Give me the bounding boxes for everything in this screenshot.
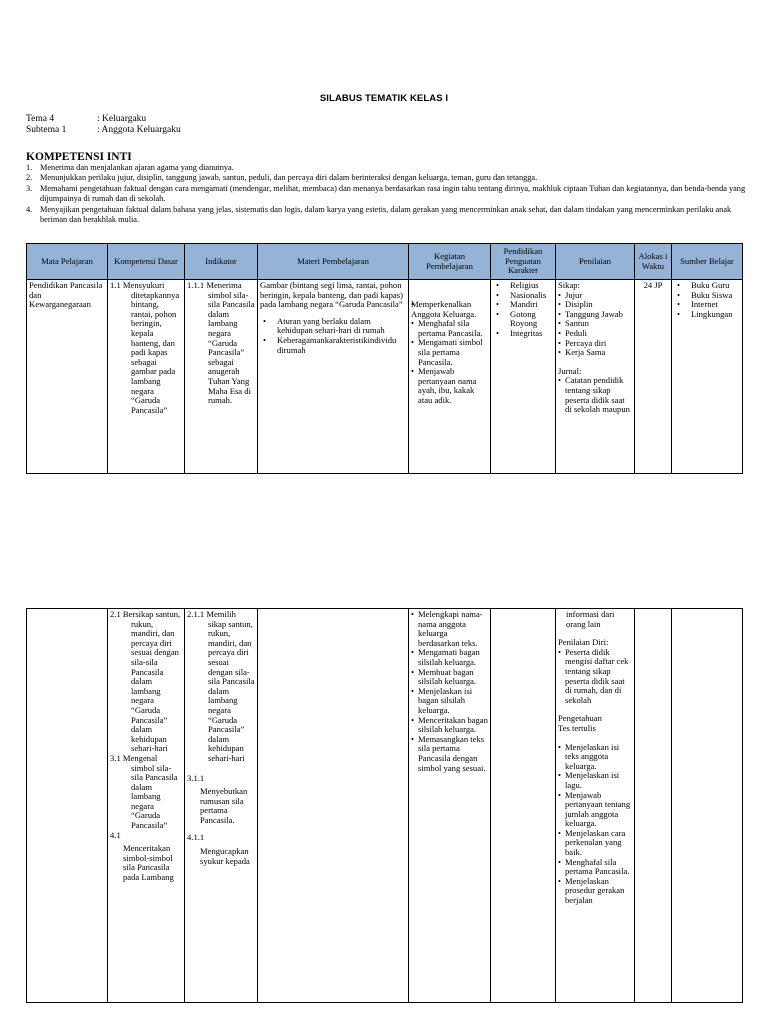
- list-item: • Religius: [493, 281, 553, 291]
- meta-subtema-label: Subtema 1: [26, 125, 67, 135]
- list-item: • Aturan yang berlaku dalam kehidupan sehari-hari di rumah: [260, 317, 406, 336]
- cell-sumber-belajar: [672, 280, 743, 474]
- list-item: • Internet: [674, 300, 740, 310]
- header-alokasi-waktu: Alokas i Waktu: [635, 244, 672, 280]
- cell-mata-pelajaran: Pendidikan Pancasila dan Kewarganegaraan: [27, 280, 108, 474]
- list-item: • Disiplin: [558, 300, 632, 310]
- cell-indikator-cont: 2.1.1 Memilih sikap santun, rukun, mandiri, dan percaya diri sesuai dengan sila-sila Pancasila dalam lambang negara “Garuda Pancasila” dalam kehidupan sehari-hari 3.1.1 Menyebutkan rumusan sila pertama Pancasila. 4.1.1 Mengucapkan syukur kepada: [185, 609, 258, 1003]
- kompetensi-inti-heading: KOMPETENSI INTI: [26, 151, 132, 163]
- list-item: • Menjelaskan isi lagu.: [558, 771, 632, 790]
- list-item: • Menjawab pertanyaan tentang jumlah anggota keluarga.: [558, 791, 632, 829]
- cell-karakter: [491, 280, 556, 474]
- cell-kompetensi-dasar-cont: 2.1 Bersikap santun, rukun, mandiri, dan percaya diri sesuai dengan sila-sila Pancasila dalam lambang negara “Garuda Pancasila” dalam kehidupan sehari-hari 3.1 Mengenal simbol sila-sila Pancasila dalam lambang negara “Garuda Pancasila” 4.1 Menceritakan simbol-simbol sila Pancasila pada Lambang: [108, 609, 185, 1003]
- header-kompetensi-dasar: Kompetensi Dasar: [108, 244, 185, 280]
- list-item: • Integritas: [493, 329, 553, 339]
- cell-kompetensi-dasar: 1.1 Mensyukuri ditetapkannya bintang, rantai, pohon beringin, kepala banteng, dan padi kapas sebagai gambar pada lambang negara “Garuda Pancasila”: [108, 280, 185, 474]
- list-item: • Buku Guru: [674, 281, 740, 291]
- ki-item: 4. Menyajikan pengetahuan faktual dalam bahasa yang jelas, sistematis dan logis, dalam karya yang estetis, dalam gerakan yang mencerminkan anak sehat, dan dalam tindakan yang mencerminkan perilaku anak beriman dan berakhlak mulia.: [26, 204, 732, 225]
- list-item: • Menghafal sila pertama Pancasila.: [411, 319, 488, 338]
- silabus-table-part-1: [26, 243, 743, 474]
- list-item: • Menjawab pertanyaan nama ayah, ibu, kakak atau adik.: [411, 367, 488, 405]
- list-item: • Menjelaskan isi bagan silsilah keluarga.: [411, 687, 488, 716]
- header-penilaian: Penilaian: [556, 244, 635, 280]
- list-item: • Keberagamankarakteristikindividu dirumah: [260, 336, 406, 355]
- kompetensi-inti-list: [26, 163, 746, 225]
- list-item: Memperkenalkan Anggota Keluarga.: [411, 299, 477, 319]
- cell-penilaian-cont: informasi dari orang lain Penilaian Diri: • Peserta didik mengisi daftar cek tentang sikap peserta didik saat di rumah, dan di sekolah Pengetahuan Tes tertulis • Menjelaskan isi teks anggota keluarga. • Menjelaskan isi lagu. • Menjawab pertanyaan tentang jumlah anggota keluarga. • Menjelaskan cara perkenalan yang baik. • Menghafal sila pertama Pancasila. • Menjelaskan prosedur gerakan berjalan: [556, 609, 635, 1003]
- cell-penilaian: Sikap: • Jujur • Disiplin • Tanggung Jawab • Santun • Peduli • Percaya diri • Kerja Sama Jurnal: • Catatan pendidik tentang sikap peserta didik saat di sekolah maupun: [556, 280, 635, 474]
- list-item: • Memasangkan teks sila pertama Pancasila dengan simbol yang sesuai.: [411, 735, 488, 773]
- page-title: SILABUS TEMATIK KELAS I: [319, 93, 449, 104]
- list-item: • Catatan pendidik tentang sikap peserta didik saat di sekolah maupun: [558, 376, 632, 414]
- list-item: • Menjelaskan isi teks anggota keluarga.: [558, 743, 632, 772]
- meta-tema-value: : Keluargaku: [97, 114, 147, 124]
- list-item: • Mengamati bagan silsilah keluarga.: [411, 648, 488, 667]
- list-item: • Santun: [558, 319, 632, 329]
- list-item: • Mengamati simbol sila pertama Pancasila.: [411, 338, 488, 367]
- list-item: • Peserta didik mengisi daftar cek tentang sikap peserta didik saat di rumah, dan di sekolah: [558, 648, 632, 706]
- header-kegiatan-pembelajaran: Kegiatan Pembelajaran: [409, 244, 491, 280]
- list-item: • Tanggung Jawab: [558, 310, 632, 320]
- cell-kegiatan: [409, 280, 491, 474]
- meta-subtema-value: : Anggota Keluargaku: [97, 125, 181, 135]
- meta-subtema: [26, 125, 181, 136]
- cell-kegiatan-cont: [409, 609, 491, 1003]
- list-item: • Kerja Sama: [558, 348, 632, 358]
- ki-item: 1. Menerima dan menjalankan ajaran agama yang dianutnya.: [26, 163, 234, 172]
- list-item: • Menceritakan bagan silsilah keluarga.: [411, 716, 488, 735]
- silabus-table-part-2: [26, 608, 743, 1003]
- header-pendidikan-karakter: Pendidikan Penguatan Karakter: [491, 244, 556, 280]
- cell-alokasi-waktu-cont: [635, 609, 672, 1003]
- cell-materi-cont: [258, 609, 409, 1003]
- header-sumber-belajar: Sumber Belajar: [672, 244, 743, 280]
- header-mata-pelajaran: Mata Pelajaran: [27, 244, 108, 280]
- ki-item: 3. Memahami pengetahuan faktual dengan cara mengamati (mendengar, melihat, membaca) dan menanya berdasarkan rasa ingin tahu tentang dirinya, makhluk ciptaan Tuhan dan kegiatannya, dan benda-benda yang dijumpainya di rumah dan di sekolah.: [26, 183, 746, 204]
- list-item: • Peduli: [558, 329, 632, 339]
- header-materi-pembelajaran: Materi Pembelajaran: [258, 244, 409, 280]
- list-item: • Nasionalis: [493, 291, 553, 301]
- cell-mata-pelajaran-cont: [27, 609, 108, 1003]
- list-item: • Melengkapi nama-nama anggota keluarga berdasarkan teks.: [411, 610, 488, 648]
- header-indikator: Indikator: [185, 244, 258, 280]
- list-item: • Menjelaskan prosedur gerakan berjalan: [558, 877, 632, 906]
- list-item: • Jujur: [558, 291, 632, 301]
- list-item: • Buku Siswa: [674, 291, 740, 301]
- cell-materi: Gambar (bintang segi lima, rantai, pohon beringin, kepala banteng, dan padi kapas) pada lambang negara “Garuda Pancasila” • Aturan yang berlaku dalam kehidupan sehari-hari di rumah • Keberagamankarakteristikindividu dirumah: [258, 280, 409, 474]
- cell-indikator: 1.1.1 Menerima simbol sila-sila Pancasila dalam lambang negara “Garuda Pancasila” sebagai anugerah Tuhan Yang Maha Esa di rumah.: [185, 280, 258, 474]
- meta-tema-label: Tema 4: [26, 114, 55, 124]
- ki-item: 2. Menunjukkan perilaku jujur, disiplin, tanggung jawab, santun, peduli, dan percaya diri dalam berinteraksi dengan keluarga, teman, guru dan tetangga.: [26, 173, 538, 183]
- list-item: • Percaya diri: [558, 339, 632, 349]
- list-item: • Menghafal sila pertama Pancasila.: [558, 858, 632, 877]
- list-item: • Gotong Royong: [493, 310, 553, 329]
- cell-alokasi-waktu: 24 JP: [635, 280, 672, 474]
- list-item: • Lingkungan: [674, 310, 740, 320]
- list-item: • Menjelaskan cara perkenalan yang baik.: [558, 829, 632, 858]
- list-item: • Membuat bagan silsilah keluarga.: [411, 668, 488, 687]
- list-item: • Mandiri: [493, 300, 553, 310]
- cell-sumber-belajar-cont: [672, 609, 743, 1003]
- meta-tema: [26, 114, 146, 125]
- cell-karakter-cont: [491, 609, 556, 1003]
